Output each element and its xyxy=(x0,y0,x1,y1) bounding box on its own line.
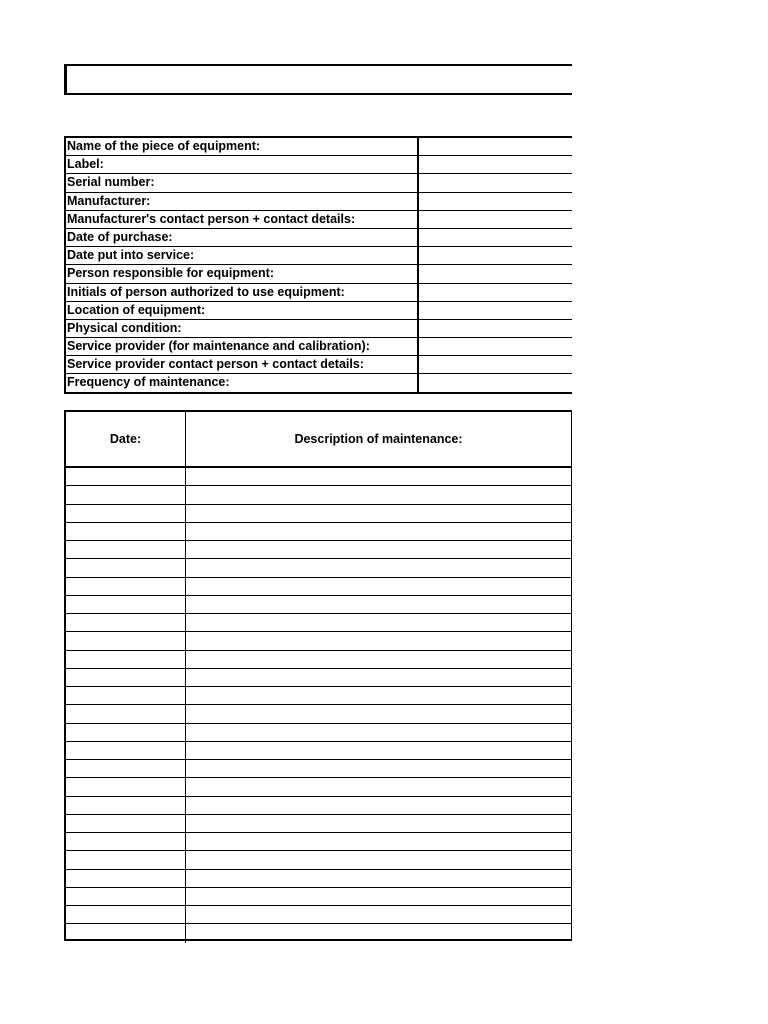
maintenance-log-row xyxy=(66,486,571,504)
maintenance-log-row xyxy=(66,559,571,577)
description-cell[interactable] xyxy=(186,870,571,887)
description-cell[interactable] xyxy=(186,523,571,540)
maintenance-log-row xyxy=(66,851,571,869)
description-cell[interactable] xyxy=(186,486,571,503)
field-value-cell[interactable] xyxy=(419,247,572,264)
maintenance-log-row xyxy=(66,815,571,833)
date-cell[interactable] xyxy=(66,669,186,686)
date-cell[interactable] xyxy=(66,596,186,613)
field-value-cell[interactable] xyxy=(419,356,572,373)
field-value-cell[interactable] xyxy=(419,211,572,228)
date-cell[interactable] xyxy=(66,833,186,850)
maintenance-log-row xyxy=(66,596,571,614)
description-cell[interactable] xyxy=(186,760,571,777)
description-cell[interactable] xyxy=(186,578,571,595)
field-value-cell[interactable] xyxy=(419,193,572,210)
field-label: Name of the piece of equipment: xyxy=(66,138,419,155)
maintenance-log-row xyxy=(66,705,571,723)
field-label: Manufacturer: xyxy=(66,193,419,210)
date-cell[interactable] xyxy=(66,541,186,558)
maintenance-log-row xyxy=(66,505,571,523)
maintenance-log-row xyxy=(66,888,571,906)
maintenance-log-row xyxy=(66,724,571,742)
description-cell[interactable] xyxy=(186,924,571,942)
field-value-cell[interactable] xyxy=(419,320,572,337)
date-cell[interactable] xyxy=(66,578,186,595)
description-column-header: Description of maintenance: xyxy=(294,432,463,446)
date-cell[interactable] xyxy=(66,505,186,522)
date-cell[interactable] xyxy=(66,742,186,759)
description-cell[interactable] xyxy=(186,851,571,868)
maintenance-log-row xyxy=(66,468,571,486)
field-label: Date put into service: xyxy=(66,247,419,264)
description-cell[interactable] xyxy=(186,778,571,795)
date-cell[interactable] xyxy=(66,797,186,814)
equipment-info-row xyxy=(66,320,572,338)
description-cell[interactable] xyxy=(186,833,571,850)
maintenance-log-row xyxy=(66,614,571,632)
maintenance-log-row xyxy=(66,578,571,596)
maintenance-log-row xyxy=(66,924,571,942)
equipment-info-row xyxy=(66,211,572,229)
description-cell[interactable] xyxy=(186,541,571,558)
description-cell[interactable] xyxy=(186,705,571,722)
date-cell[interactable] xyxy=(66,632,186,649)
equipment-info-row xyxy=(66,374,572,392)
equipment-info-row xyxy=(66,302,572,320)
date-column-header: Date: xyxy=(66,412,186,466)
date-cell[interactable] xyxy=(66,614,186,631)
description-cell[interactable] xyxy=(186,797,571,814)
date-cell[interactable] xyxy=(66,815,186,832)
maintenance-log-row xyxy=(66,687,571,705)
equipment-info-row xyxy=(66,138,572,156)
maintenance-log-row xyxy=(66,541,571,559)
description-cell[interactable] xyxy=(186,632,571,649)
equipment-info-table xyxy=(64,136,572,394)
field-value-cell[interactable] xyxy=(419,229,572,246)
form-title-box[interactable] xyxy=(64,64,572,95)
field-value-cell[interactable] xyxy=(419,338,572,355)
field-value-cell[interactable] xyxy=(419,284,572,301)
equipment-info-row xyxy=(66,338,572,356)
equipment-info-row xyxy=(66,193,572,211)
equipment-info-row xyxy=(66,156,572,174)
date-cell[interactable] xyxy=(66,924,186,942)
date-cell[interactable] xyxy=(66,760,186,777)
description-cell[interactable] xyxy=(186,906,571,923)
date-cell[interactable] xyxy=(66,705,186,722)
maintenance-log-row xyxy=(66,742,571,760)
date-cell[interactable] xyxy=(66,486,186,503)
field-value-cell[interactable] xyxy=(419,174,572,191)
field-value-cell[interactable] xyxy=(419,302,572,319)
description-cell[interactable] xyxy=(186,724,571,741)
date-cell[interactable] xyxy=(66,888,186,905)
maintenance-log-row xyxy=(66,632,571,650)
field-value-cell[interactable] xyxy=(419,156,572,173)
description-cell[interactable] xyxy=(186,614,571,631)
description-cell[interactable] xyxy=(186,815,571,832)
field-label: Manufacturer's contact person + contact details: xyxy=(66,211,419,228)
description-cell[interactable] xyxy=(186,687,571,704)
field-label: Label: xyxy=(66,156,419,173)
maintenance-log-row xyxy=(66,906,571,924)
date-cell[interactable] xyxy=(66,870,186,887)
maintenance-log-header xyxy=(66,412,571,468)
date-cell[interactable] xyxy=(66,687,186,704)
field-label: Serial number: xyxy=(66,174,419,191)
field-label: Service provider (for maintenance and calibration): xyxy=(66,338,419,355)
field-label: Frequency of maintenance: xyxy=(66,374,419,392)
maintenance-log-row xyxy=(66,523,571,541)
field-label: Person responsible for equipment: xyxy=(66,265,419,282)
date-cell[interactable] xyxy=(66,559,186,576)
equipment-info-row xyxy=(66,174,572,192)
field-label: Physical condition: xyxy=(66,320,419,337)
field-value-cell[interactable] xyxy=(419,138,572,155)
description-cell[interactable] xyxy=(186,669,571,686)
maintenance-log-row xyxy=(66,833,571,851)
field-label: Service provider contact person + contact details: xyxy=(66,356,419,373)
equipment-info-row xyxy=(66,284,572,302)
equipment-info-row xyxy=(66,356,572,374)
maintenance-log-row xyxy=(66,778,571,796)
date-cell[interactable] xyxy=(66,906,186,923)
description-cell[interactable] xyxy=(186,651,571,668)
description-cell[interactable] xyxy=(186,468,571,485)
maintenance-log-row xyxy=(66,760,571,778)
field-label: Initials of person authorized to use equipment: xyxy=(66,284,419,301)
maintenance-log-row xyxy=(66,669,571,687)
field-label: Location of equipment: xyxy=(66,302,419,319)
date-cell[interactable] xyxy=(66,651,186,668)
description-cell[interactable] xyxy=(186,505,571,522)
equipment-info-row xyxy=(66,265,572,283)
date-cell[interactable] xyxy=(66,724,186,741)
description-cell[interactable] xyxy=(186,888,571,905)
date-cell[interactable] xyxy=(66,468,186,485)
description-cell[interactable] xyxy=(186,559,571,576)
equipment-info-row xyxy=(66,229,572,247)
date-cell[interactable] xyxy=(66,778,186,795)
date-cell[interactable] xyxy=(66,851,186,868)
field-value-cell[interactable] xyxy=(419,374,572,392)
description-cell[interactable] xyxy=(186,742,571,759)
date-cell[interactable] xyxy=(66,523,186,540)
maintenance-log-row xyxy=(66,870,571,888)
maintenance-log-row xyxy=(66,797,571,815)
field-label: Date of purchase: xyxy=(66,229,419,246)
maintenance-log-table xyxy=(64,410,572,941)
equipment-info-row xyxy=(66,247,572,265)
maintenance-log-row xyxy=(66,651,571,669)
description-cell[interactable] xyxy=(186,596,571,613)
field-value-cell[interactable] xyxy=(419,265,572,282)
